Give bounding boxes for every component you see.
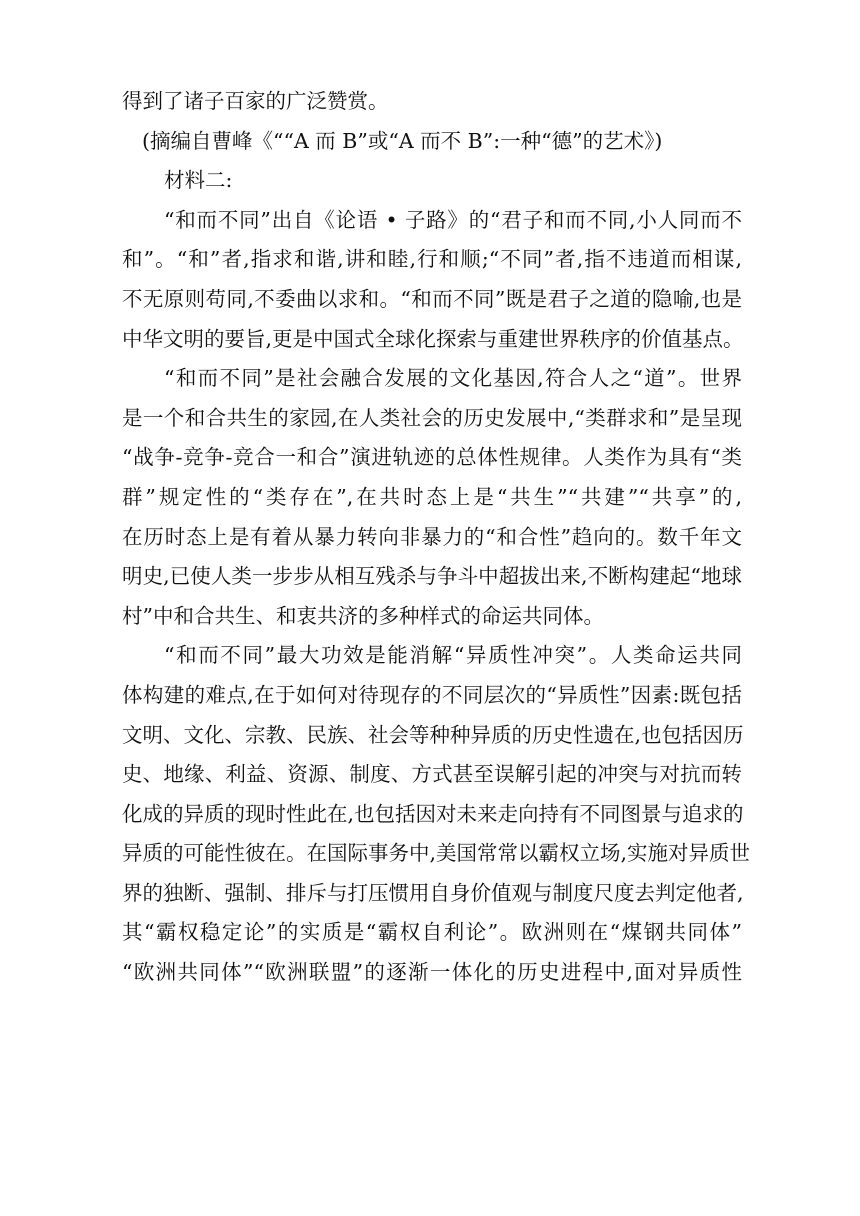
text-line: 是一个和合共生的家园,在人类社会的历史发展中,“类群求和”是呈现 [122, 405, 742, 430]
text-line: 得到了诸子百家的广泛赞赏。 [122, 89, 389, 113]
text-line: 其“霸权稳定论”的实质是“霸权自利论”。欧洲则在“煤钢共同体” [122, 920, 742, 945]
text-line: “战争-竞争-竞合一和合”演进轨迹的总体性规律。人类作为具有“类 [122, 445, 742, 470]
source-citation: (摘编自曹峰《““A 而 B”或“A 而不 B”:一种“德”的艺术》) [142, 128, 663, 153]
text-line: 不无原则苟同,不委曲以求和。“和而不同”既是君子之道的隐喻,也是 [122, 286, 742, 311]
text-line: 中华文明的要旨,更是中国式全球化探索与重建世界秩序的价值基点。 [122, 326, 744, 351]
document-page [122, 82, 751, 993]
text-line: “欧洲共同体”“欧洲联盟”的逐渐一体化的历史进程中,面对异质性 [122, 960, 742, 985]
text-line: 体构建的难点,在于如何对待现存的不同层次的“异质性”因素:既包括 [122, 682, 742, 707]
text-line: 村”中和合共生、和衷共济的多种样式的命运共同体。 [122, 603, 604, 628]
text-line: “和而不同”最大功效是能消解“异质性冲突”。人类命运共同 [164, 643, 742, 668]
text-line: 文明、文化、宗教、民族、社会等种种异质的历史性遗在,也包括因历 [122, 722, 744, 747]
text-line: “和而不同”出自《论语 • 子路》的“君子和而不同,小人同而不 [164, 207, 742, 232]
text-line: 和”。“和”者,指求和谐,讲和睦,行和顺;“不同”者,指不违道而相谋, [122, 247, 742, 272]
text-line: 史、地缘、利益、资源、制度、方式甚至误解引起的冲突与对抗而转 [122, 762, 742, 787]
text-line: “和而不同”是社会融合发展的文化基因,符合人之“道”。世界 [164, 366, 742, 391]
text-line: 化成的异质的现时性此在,也包括因对未来走向持有不同图景与追求的 [122, 801, 744, 826]
text-line: 群”规定性的“类存在”,在共时态上是“共生”“共建”“共享”的, [122, 484, 742, 509]
text-line: 明史,已使人类一步步从相互残杀与争斗中超拔出来,不断构建起“地球 [122, 564, 742, 589]
text-line: 界的独断、强制、排斥与打压惯用自身价值观与制度尺度去判定他者, [122, 880, 744, 905]
section-heading: 材料二: [164, 168, 233, 193]
text-line: 在历时态上是有着从暴力转向非暴力的“和合性”趋向的。数千年文 [122, 524, 742, 549]
text-line: 异质的可能性彼在。在国际事务中,美国常常以霸权立场,实施对异质世 [122, 841, 751, 866]
